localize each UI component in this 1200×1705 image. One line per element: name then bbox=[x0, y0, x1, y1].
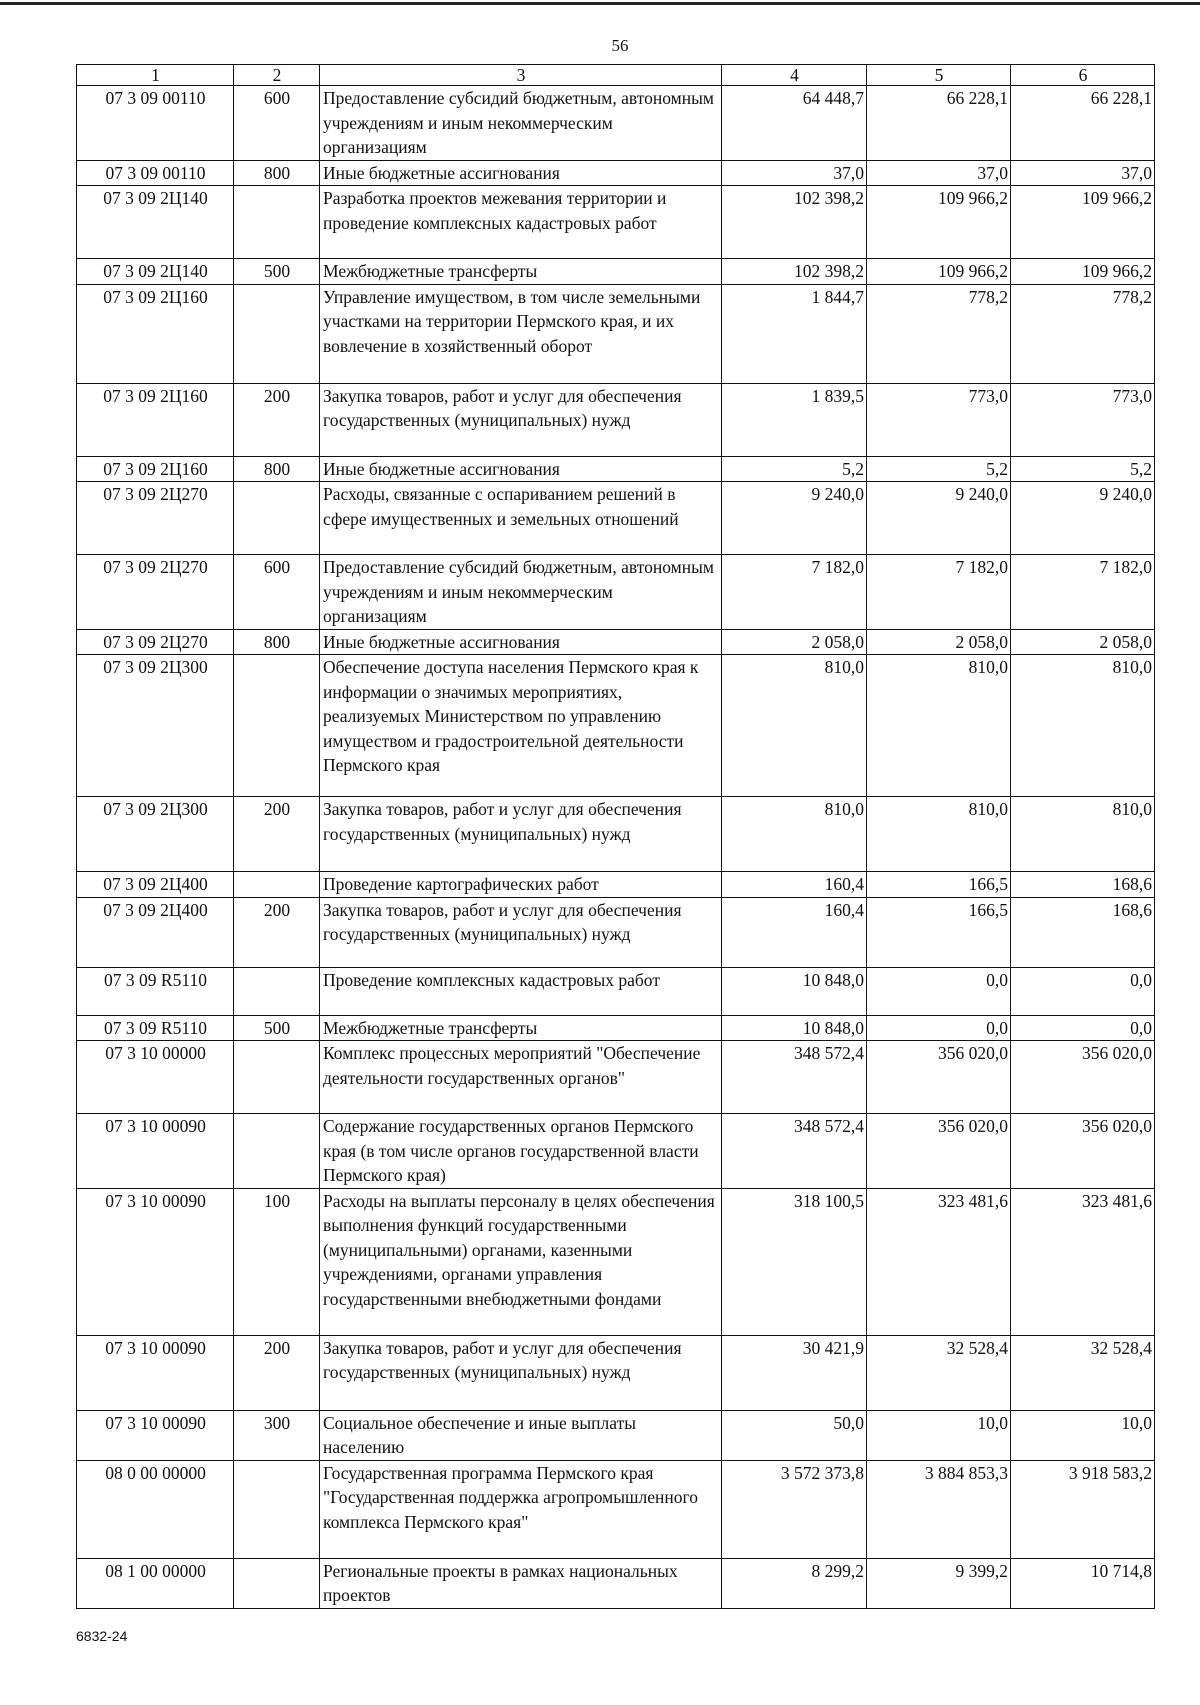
row-expense-type bbox=[234, 186, 320, 259]
top-rule bbox=[0, 2, 1200, 5]
row-value-col4: 10 848,0 bbox=[722, 967, 867, 1015]
row-expense-type bbox=[234, 1558, 320, 1608]
row-value-col4: 50,0 bbox=[722, 1410, 867, 1460]
row-value-col4: 160,4 bbox=[722, 897, 867, 967]
table-row bbox=[77, 259, 1155, 285]
row-code: 08 0 00 00000 bbox=[77, 1460, 234, 1558]
table-row bbox=[77, 1188, 1155, 1335]
row-name: Управление имуществом, в том числе земельными участками на территории Пермского края, и их вовлечение в хозяйственный оборот bbox=[320, 284, 722, 383]
row-value-col4: 348 572,4 bbox=[722, 1114, 867, 1189]
row-expense-type: 600 bbox=[234, 555, 320, 630]
row-code: 07 3 09 R5110 bbox=[77, 967, 234, 1015]
row-name: Расходы, связанные с оспариванием решений в сфере имущественных и земельных отношений bbox=[320, 482, 722, 555]
row-value-col5: 778,2 bbox=[867, 284, 1011, 383]
row-name: Закупка товаров, работ и услуг для обеспечения государственных (муниципальных) нужд bbox=[320, 383, 722, 456]
row-code: 07 3 09 00110 bbox=[77, 160, 234, 186]
row-name: Содержание государственных органов Пермского края (в том числе органов государственной власти Пермского края) bbox=[320, 1114, 722, 1189]
row-code: 07 3 09 2Ц140 bbox=[77, 259, 234, 285]
table-row bbox=[77, 1460, 1155, 1558]
header-col-4: 4 bbox=[722, 65, 867, 86]
row-value-col6: 3 918 583,2 bbox=[1011, 1460, 1155, 1558]
row-value-col6: 0,0 bbox=[1011, 967, 1155, 1015]
row-expense-type: 200 bbox=[234, 383, 320, 456]
row-expense-type bbox=[234, 1460, 320, 1558]
row-value-col5: 7 182,0 bbox=[867, 555, 1011, 630]
row-value-col6: 9 240,0 bbox=[1011, 482, 1155, 555]
row-expense-type bbox=[234, 655, 320, 797]
row-code: 07 3 09 2Ц140 bbox=[77, 186, 234, 259]
table-row bbox=[77, 456, 1155, 482]
row-value-col6: 7 182,0 bbox=[1011, 555, 1155, 630]
row-value-col6: 773,0 bbox=[1011, 383, 1155, 456]
row-name: Расходы на выплаты персоналу в целях обеспечения выполнения функций государственными (муниципальными) органами, казенными учреждениями, органами управления государственными внебюджетными фондами bbox=[320, 1188, 722, 1335]
table-row bbox=[77, 1015, 1155, 1041]
table-row bbox=[77, 897, 1155, 967]
row-expense-type: 500 bbox=[234, 259, 320, 285]
header-col-3: 3 bbox=[320, 65, 722, 86]
row-code: 07 3 09 2Ц160 bbox=[77, 383, 234, 456]
row-name: Комплекс процессных мероприятий "Обеспечение деятельности государственных органов" bbox=[320, 1041, 722, 1114]
row-value-col6: 32 528,4 bbox=[1011, 1335, 1155, 1410]
header-col-1: 1 bbox=[77, 65, 234, 86]
table-row bbox=[77, 1041, 1155, 1114]
table-row bbox=[77, 186, 1155, 259]
row-expense-type: 200 bbox=[234, 1335, 320, 1410]
row-name: Государственная программа Пермского края "Государственная поддержка агропромышленного комплекса Пермского края" bbox=[320, 1460, 722, 1558]
table-row bbox=[77, 655, 1155, 797]
row-code: 07 3 10 00090 bbox=[77, 1335, 234, 1410]
row-code: 07 3 09 2Ц270 bbox=[77, 482, 234, 555]
row-value-col5: 810,0 bbox=[867, 655, 1011, 797]
row-value-col5: 9 399,2 bbox=[867, 1558, 1011, 1608]
table-row bbox=[77, 1335, 1155, 1410]
row-value-col5: 32 528,4 bbox=[867, 1335, 1011, 1410]
header-col-6: 6 bbox=[1011, 65, 1155, 86]
row-value-col6: 10,0 bbox=[1011, 1410, 1155, 1460]
row-expense-type: 800 bbox=[234, 456, 320, 482]
row-name: Закупка товаров, работ и услуг для обеспечения государственных (муниципальных) нужд bbox=[320, 1335, 722, 1410]
table-row bbox=[77, 1558, 1155, 1608]
row-value-col5: 109 966,2 bbox=[867, 186, 1011, 259]
row-value-col5: 323 481,6 bbox=[867, 1188, 1011, 1335]
row-name: Закупка товаров, работ и услуг для обеспечения государственных (муниципальных) нужд bbox=[320, 897, 722, 967]
row-name: Разработка проектов межевания территории и проведение комплексных кадастровых работ bbox=[320, 186, 722, 259]
header-col-2: 2 bbox=[234, 65, 320, 86]
row-name: Проведение картографических работ bbox=[320, 872, 722, 898]
row-code: 07 3 09 2Ц300 bbox=[77, 655, 234, 797]
row-value-col6: 109 966,2 bbox=[1011, 186, 1155, 259]
row-value-col4: 37,0 bbox=[722, 160, 867, 186]
table-row bbox=[77, 555, 1155, 630]
row-value-col4: 30 421,9 bbox=[722, 1335, 867, 1410]
row-value-col6: 778,2 bbox=[1011, 284, 1155, 383]
table-row bbox=[77, 482, 1155, 555]
row-value-col6: 2 058,0 bbox=[1011, 629, 1155, 655]
row-value-col4: 318 100,5 bbox=[722, 1188, 867, 1335]
row-code: 07 3 09 2Ц160 bbox=[77, 284, 234, 383]
row-name: Иные бюджетные ассигнования bbox=[320, 629, 722, 655]
row-code: 07 3 10 00090 bbox=[77, 1410, 234, 1460]
row-expense-type: 300 bbox=[234, 1410, 320, 1460]
row-value-col4: 810,0 bbox=[722, 797, 867, 872]
row-code: 07 3 09 2Ц400 bbox=[77, 872, 234, 898]
table-row bbox=[77, 797, 1155, 872]
table-row bbox=[77, 284, 1155, 383]
row-value-col5: 3 884 853,3 bbox=[867, 1460, 1011, 1558]
row-expense-type bbox=[234, 872, 320, 898]
row-name: Региональные проекты в рамках национальных проектов bbox=[320, 1558, 722, 1608]
row-expense-type bbox=[234, 482, 320, 555]
row-name: Предоставление субсидий бюджетным, автономным учреждениям и иным некоммерческим организациям bbox=[320, 555, 722, 630]
row-value-col6: 37,0 bbox=[1011, 160, 1155, 186]
table-row bbox=[77, 160, 1155, 186]
budget-table bbox=[76, 64, 1155, 1609]
row-value-col6: 356 020,0 bbox=[1011, 1041, 1155, 1114]
row-value-col5: 166,5 bbox=[867, 897, 1011, 967]
table-row bbox=[77, 629, 1155, 655]
row-value-col5: 10,0 bbox=[867, 1410, 1011, 1460]
row-value-col5: 9 240,0 bbox=[867, 482, 1011, 555]
row-value-col4: 102 398,2 bbox=[722, 259, 867, 285]
row-value-col4: 7 182,0 bbox=[722, 555, 867, 630]
row-value-col4: 5,2 bbox=[722, 456, 867, 482]
row-expense-type: 800 bbox=[234, 629, 320, 655]
row-name: Межбюджетные трансферты bbox=[320, 259, 722, 285]
row-value-col4: 102 398,2 bbox=[722, 186, 867, 259]
row-name: Предоставление субсидий бюджетным, автономным учреждениям и иным некоммерческим организациям bbox=[320, 86, 722, 161]
row-value-col4: 9 240,0 bbox=[722, 482, 867, 555]
row-expense-type bbox=[234, 284, 320, 383]
row-code: 07 3 10 00090 bbox=[77, 1114, 234, 1189]
row-value-col6: 356 020,0 bbox=[1011, 1114, 1155, 1189]
row-value-col5: 66 228,1 bbox=[867, 86, 1011, 161]
row-value-col5: 773,0 bbox=[867, 383, 1011, 456]
row-value-col4: 8 299,2 bbox=[722, 1558, 867, 1608]
row-name: Социальное обеспечение и иные выплаты населению bbox=[320, 1410, 722, 1460]
row-expense-type: 600 bbox=[234, 86, 320, 161]
row-value-col5: 0,0 bbox=[867, 1015, 1011, 1041]
row-value-col6: 168,6 bbox=[1011, 872, 1155, 898]
row-code: 07 3 09 R5110 bbox=[77, 1015, 234, 1041]
row-value-col6: 66 228,1 bbox=[1011, 86, 1155, 161]
row-value-col4: 348 572,4 bbox=[722, 1041, 867, 1114]
document-code: 6832-24 bbox=[76, 1628, 128, 1644]
row-value-col6: 810,0 bbox=[1011, 797, 1155, 872]
row-value-col4: 160,4 bbox=[722, 872, 867, 898]
row-value-col5: 0,0 bbox=[867, 967, 1011, 1015]
row-value-col6: 168,6 bbox=[1011, 897, 1155, 967]
row-value-col4: 1 844,7 bbox=[722, 284, 867, 383]
row-expense-type: 500 bbox=[234, 1015, 320, 1041]
table-header-row bbox=[77, 65, 1155, 86]
table-row bbox=[77, 1410, 1155, 1460]
row-code: 07 3 10 00000 bbox=[77, 1041, 234, 1114]
row-value-col6: 5,2 bbox=[1011, 456, 1155, 482]
row-code: 07 3 09 2Ц270 bbox=[77, 555, 234, 630]
row-value-col4: 1 839,5 bbox=[722, 383, 867, 456]
row-value-col4: 3 572 373,8 bbox=[722, 1460, 867, 1558]
row-expense-type: 800 bbox=[234, 160, 320, 186]
row-code: 07 3 09 2Ц270 bbox=[77, 629, 234, 655]
row-value-col5: 166,5 bbox=[867, 872, 1011, 898]
row-value-col5: 810,0 bbox=[867, 797, 1011, 872]
row-name: Иные бюджетные ассигнования bbox=[320, 456, 722, 482]
table-row bbox=[77, 86, 1155, 161]
row-value-col5: 356 020,0 bbox=[867, 1041, 1011, 1114]
row-code: 08 1 00 00000 bbox=[77, 1558, 234, 1608]
row-value-col6: 10 714,8 bbox=[1011, 1558, 1155, 1608]
table-row bbox=[77, 383, 1155, 456]
table-row bbox=[77, 967, 1155, 1015]
row-value-col4: 2 058,0 bbox=[722, 629, 867, 655]
row-value-col4: 810,0 bbox=[722, 655, 867, 797]
row-name: Обеспечение доступа населения Пермского края к информации о значимых мероприятиях, реализуемых Министерством по управлению имуществом и градостроительной деятельности Пермского края bbox=[320, 655, 722, 797]
row-code: 07 3 09 2Ц400 bbox=[77, 897, 234, 967]
table-row bbox=[77, 872, 1155, 898]
row-expense-type bbox=[234, 967, 320, 1015]
row-expense-type: 200 bbox=[234, 797, 320, 872]
row-value-col6: 323 481,6 bbox=[1011, 1188, 1155, 1335]
row-value-col6: 0,0 bbox=[1011, 1015, 1155, 1041]
page-number: 56 bbox=[611, 36, 629, 55]
row-code: 07 3 09 00110 bbox=[77, 86, 234, 161]
row-name: Межбюджетные трансферты bbox=[320, 1015, 722, 1041]
row-expense-type bbox=[234, 1114, 320, 1189]
header-col-5: 5 bbox=[867, 65, 1011, 86]
row-expense-type bbox=[234, 1041, 320, 1114]
row-value-col5: 5,2 bbox=[867, 456, 1011, 482]
row-expense-type: 100 bbox=[234, 1188, 320, 1335]
row-value-col6: 810,0 bbox=[1011, 655, 1155, 797]
row-value-col5: 2 058,0 bbox=[867, 629, 1011, 655]
row-code: 07 3 09 2Ц300 bbox=[77, 797, 234, 872]
table-row bbox=[77, 1114, 1155, 1189]
row-value-col6: 109 966,2 bbox=[1011, 259, 1155, 285]
row-name: Проведение комплексных кадастровых работ bbox=[320, 967, 722, 1015]
row-value-col4: 64 448,7 bbox=[722, 86, 867, 161]
row-name: Иные бюджетные ассигнования bbox=[320, 160, 722, 186]
row-code: 07 3 10 00090 bbox=[77, 1188, 234, 1335]
row-expense-type: 200 bbox=[234, 897, 320, 967]
row-name: Закупка товаров, работ и услуг для обеспечения государственных (муниципальных) нужд bbox=[320, 797, 722, 872]
row-value-col5: 109 966,2 bbox=[867, 259, 1011, 285]
row-code: 07 3 09 2Ц160 bbox=[77, 456, 234, 482]
row-value-col5: 37,0 bbox=[867, 160, 1011, 186]
row-value-col4: 10 848,0 bbox=[722, 1015, 867, 1041]
row-value-col5: 356 020,0 bbox=[867, 1114, 1011, 1189]
